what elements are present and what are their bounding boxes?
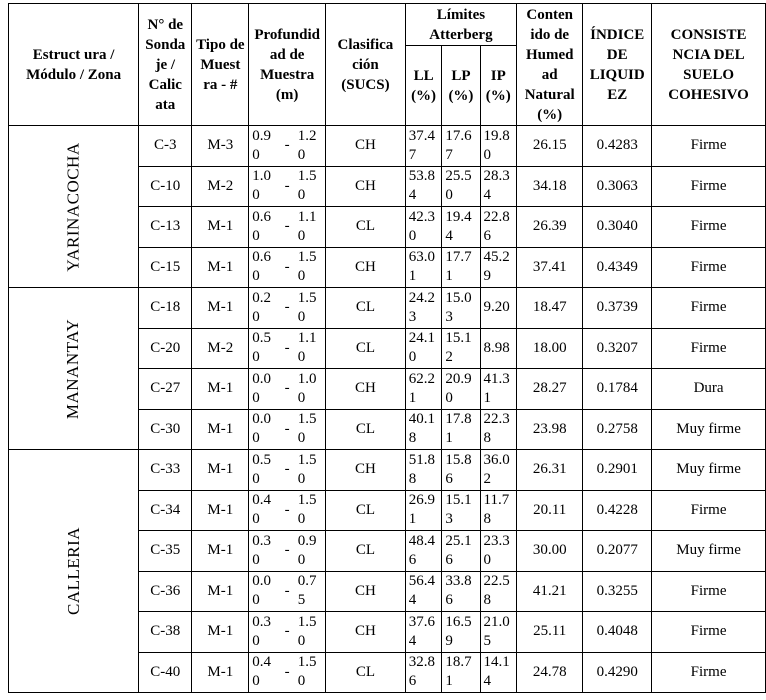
sucs-cell: CL	[326, 288, 406, 329]
profundidad-separator: -	[280, 531, 295, 572]
indice-liquidez-cell: 0.2077	[583, 531, 652, 572]
profundidad-desde-cell: 0.60	[249, 247, 280, 288]
consistencia-cell: Firme	[652, 328, 766, 369]
indice-liquidez-cell: 0.3040	[583, 207, 652, 248]
profundidad-desde-cell: 0.40	[249, 490, 280, 531]
profundidad-separator: -	[280, 571, 295, 612]
muestra-cell: M-1	[192, 450, 249, 491]
profundidad-separator: -	[280, 166, 295, 207]
indice-liquidez-cell: 0.2758	[583, 409, 652, 450]
calicata-cell: C-36	[139, 571, 192, 612]
profundidad-hasta-cell: 0.90	[295, 531, 326, 572]
header-lp: LP (%)	[442, 46, 480, 126]
indice-liquidez-cell: 0.1784	[583, 369, 652, 410]
calicata-cell: C-33	[139, 450, 192, 491]
lp-cell: 15.12	[442, 328, 480, 369]
lp-cell: 15.86	[442, 450, 480, 491]
header-consistencia: CONSISTE NCIA DEL SUELO COHESIVO	[652, 4, 766, 126]
humedad-cell: 41.21	[517, 571, 583, 612]
ll-cell: 62.21	[405, 369, 442, 410]
consistencia-cell: Firme	[652, 207, 766, 248]
calicata-cell: C-15	[139, 247, 192, 288]
calicata-cell: C-30	[139, 409, 192, 450]
muestra-cell: M-2	[192, 328, 249, 369]
consistencia-cell: Firme	[652, 288, 766, 329]
profundidad-hasta-cell: 1.20	[295, 126, 326, 167]
lp-cell: 17.81	[442, 409, 480, 450]
indice-liquidez-cell: 0.4349	[583, 247, 652, 288]
muestra-cell: M-2	[192, 166, 249, 207]
indice-liquidez-cell: 0.4228	[583, 490, 652, 531]
ip-cell: 22.38	[480, 409, 517, 450]
zone-cell	[9, 450, 139, 693]
profundidad-hasta-cell: 0.75	[295, 571, 326, 612]
zone-cell	[9, 288, 139, 450]
lp-cell: 33.86	[442, 571, 480, 612]
profundidad-separator: -	[280, 247, 295, 288]
header-clasificacion: Clasifica ción (SUCS)	[326, 4, 406, 126]
profundidad-hasta-cell: 1.50	[295, 450, 326, 491]
muestra-cell: M-1	[192, 207, 249, 248]
sucs-cell: CH	[326, 450, 406, 491]
muestra-cell: M-1	[192, 571, 249, 612]
sucs-cell: CH	[326, 126, 406, 167]
muestra-cell: M-1	[192, 369, 249, 410]
muestra-cell: M-1	[192, 652, 249, 693]
lp-cell: 17.71	[442, 247, 480, 288]
indice-liquidez-cell: 0.4283	[583, 126, 652, 167]
profundidad-desde-cell: 0.50	[249, 450, 280, 491]
header-tipo-muestra: Tipo de Muest ra - #	[192, 4, 249, 126]
muestra-cell: M-1	[192, 531, 249, 572]
profundidad-separator: -	[280, 288, 295, 329]
soil-properties-table	[8, 3, 766, 693]
sucs-cell: CH	[326, 571, 406, 612]
lp-cell: 25.16	[442, 531, 480, 572]
profundidad-desde-cell: 0.00	[249, 571, 280, 612]
consistencia-cell: Firme	[652, 126, 766, 167]
calicata-cell: C-40	[139, 652, 192, 693]
consistencia-cell: Firme	[652, 490, 766, 531]
muestra-cell: M-1	[192, 490, 249, 531]
sucs-cell: CL	[326, 207, 406, 248]
consistencia-cell: Firme	[652, 652, 766, 693]
calicata-cell: C-38	[139, 612, 192, 653]
sucs-cell: CL	[326, 531, 406, 572]
sucs-cell: CH	[326, 166, 406, 207]
ip-cell: 8.98	[480, 328, 517, 369]
consistencia-cell: Firme	[652, 166, 766, 207]
profundidad-hasta-cell: 1.50	[295, 247, 326, 288]
muestra-cell: M-1	[192, 247, 249, 288]
profundidad-desde-cell: 1.00	[249, 166, 280, 207]
indice-liquidez-cell: 0.4290	[583, 652, 652, 693]
ll-cell: 53.84	[405, 166, 442, 207]
zone-label: YARINACOCHA	[63, 141, 83, 272]
lp-cell: 15.13	[442, 490, 480, 531]
consistencia-cell: Muy firme	[652, 531, 766, 572]
indice-liquidez-cell: 0.4048	[583, 612, 652, 653]
indice-liquidez-cell: 0.3207	[583, 328, 652, 369]
ip-cell: 23.30	[480, 531, 517, 572]
profundidad-separator: -	[280, 652, 295, 693]
humedad-cell: 24.78	[517, 652, 583, 693]
sucs-cell: CL	[326, 652, 406, 693]
profundidad-hasta-cell: 1.50	[295, 612, 326, 653]
indice-liquidez-cell: 0.3063	[583, 166, 652, 207]
header-indice-liquidez: ÍNDICE DE LIQUID EZ	[583, 4, 652, 126]
ll-cell: 42.30	[405, 207, 442, 248]
profundidad-separator: -	[280, 490, 295, 531]
humedad-cell: 23.98	[517, 409, 583, 450]
table-row	[9, 450, 766, 491]
ip-cell: 41.31	[480, 369, 517, 410]
humedad-cell: 26.31	[517, 450, 583, 491]
ip-cell: 19.80	[480, 126, 517, 167]
table-body	[9, 126, 766, 693]
calicata-cell: C-18	[139, 288, 192, 329]
zone-label: CALLERIA	[63, 526, 83, 616]
profundidad-hasta-cell: 1.10	[295, 207, 326, 248]
table-row	[9, 288, 766, 329]
ip-cell: 28.34	[480, 166, 517, 207]
profundidad-hasta-cell: 1.50	[295, 166, 326, 207]
ip-cell: 9.20	[480, 288, 517, 329]
table-row	[9, 126, 766, 167]
profundidad-desde-cell: 0.30	[249, 612, 280, 653]
consistencia-cell: Firme	[652, 612, 766, 653]
sucs-cell: CH	[326, 612, 406, 653]
lp-cell: 20.90	[442, 369, 480, 410]
consistencia-cell: Muy firme	[652, 450, 766, 491]
humedad-cell: 20.11	[517, 490, 583, 531]
calicata-cell: C-3	[139, 126, 192, 167]
profundidad-desde-cell: 0.50	[249, 328, 280, 369]
profundidad-separator: -	[280, 126, 295, 167]
header-humedad: Conten ido de Humed ad Natural (%)	[517, 4, 583, 126]
zone-label: MANANTAY	[63, 318, 83, 419]
indice-liquidez-cell: 0.3739	[583, 288, 652, 329]
ip-cell: 14.14	[480, 652, 517, 693]
indice-liquidez-cell: 0.2901	[583, 450, 652, 491]
header-limites-atterberg: Límites Atterberg	[405, 4, 516, 46]
profundidad-hasta-cell: 1.10	[295, 328, 326, 369]
profundidad-hasta-cell: 1.00	[295, 369, 326, 410]
profundidad-desde-cell: 0.30	[249, 531, 280, 572]
profundidad-desde-cell: 0.00	[249, 409, 280, 450]
ll-cell: 40.18	[405, 409, 442, 450]
consistencia-cell: Muy firme	[652, 409, 766, 450]
profundidad-separator: -	[280, 369, 295, 410]
sucs-cell: CH	[326, 247, 406, 288]
calicata-cell: C-10	[139, 166, 192, 207]
ll-cell: 51.88	[405, 450, 442, 491]
profundidad-desde-cell: 0.60	[249, 207, 280, 248]
profundidad-desde-cell: 0.90	[249, 126, 280, 167]
zone-cell	[9, 126, 139, 288]
ll-cell: 48.46	[405, 531, 442, 572]
lp-cell: 25.50	[442, 166, 480, 207]
calicata-cell: C-35	[139, 531, 192, 572]
calicata-cell: C-13	[139, 207, 192, 248]
ip-cell: 45.29	[480, 247, 517, 288]
profundidad-desde-cell: 0.20	[249, 288, 280, 329]
header-estructura: Estruct ura / Módulo / Zona	[9, 4, 139, 126]
calicata-cell: C-34	[139, 490, 192, 531]
profundidad-separator: -	[280, 328, 295, 369]
ll-cell: 56.44	[405, 571, 442, 612]
ll-cell: 32.86	[405, 652, 442, 693]
lp-cell: 15.03	[442, 288, 480, 329]
sucs-cell: CL	[326, 409, 406, 450]
calicata-cell: C-27	[139, 369, 192, 410]
humedad-cell: 28.27	[517, 369, 583, 410]
header-ip: IP (%)	[480, 46, 517, 126]
muestra-cell: M-3	[192, 126, 249, 167]
header-profundidad: Profundid ad de Muestra (m)	[249, 4, 326, 126]
lp-cell: 19.44	[442, 207, 480, 248]
ip-cell: 11.78	[480, 490, 517, 531]
humedad-cell: 18.00	[517, 328, 583, 369]
ip-cell: 36.02	[480, 450, 517, 491]
muestra-cell: M-1	[192, 409, 249, 450]
profundidad-hasta-cell: 1.50	[295, 409, 326, 450]
profundidad-hasta-cell: 1.50	[295, 652, 326, 693]
humedad-cell: 18.47	[517, 288, 583, 329]
profundidad-separator: -	[280, 612, 295, 653]
profundidad-separator: -	[280, 207, 295, 248]
consistencia-cell: Dura	[652, 369, 766, 410]
profundidad-desde-cell: 0.00	[249, 369, 280, 410]
ll-cell: 37.64	[405, 612, 442, 653]
ll-cell: 26.91	[405, 490, 442, 531]
profundidad-hasta-cell: 1.50	[295, 490, 326, 531]
humedad-cell: 25.11	[517, 612, 583, 653]
lp-cell: 16.59	[442, 612, 480, 653]
ll-cell: 24.10	[405, 328, 442, 369]
sucs-cell: CL	[326, 490, 406, 531]
humedad-cell: 37.41	[517, 247, 583, 288]
humedad-cell: 30.00	[517, 531, 583, 572]
ll-cell: 24.23	[405, 288, 442, 329]
calicata-cell: C-20	[139, 328, 192, 369]
humedad-cell: 34.18	[517, 166, 583, 207]
profundidad-desde-cell: 0.40	[249, 652, 280, 693]
sucs-cell: CH	[326, 369, 406, 410]
header-sondaje: N° de Sonda je / Calic ata	[139, 4, 192, 126]
sucs-cell: CL	[326, 328, 406, 369]
profundidad-separator: -	[280, 450, 295, 491]
header-ll: LL (%)	[405, 46, 442, 126]
indice-liquidez-cell: 0.3255	[583, 571, 652, 612]
muestra-cell: M-1	[192, 288, 249, 329]
muestra-cell: M-1	[192, 612, 249, 653]
ip-cell: 22.58	[480, 571, 517, 612]
ip-cell: 21.05	[480, 612, 517, 653]
lp-cell: 18.71	[442, 652, 480, 693]
profundidad-separator: -	[280, 409, 295, 450]
humedad-cell: 26.39	[517, 207, 583, 248]
humedad-cell: 26.15	[517, 126, 583, 167]
profundidad-hasta-cell: 1.50	[295, 288, 326, 329]
lp-cell: 17.67	[442, 126, 480, 167]
consistencia-cell: Firme	[652, 247, 766, 288]
ll-cell: 63.01	[405, 247, 442, 288]
ip-cell: 22.86	[480, 207, 517, 248]
ll-cell: 37.47	[405, 126, 442, 167]
consistencia-cell: Firme	[652, 571, 766, 612]
